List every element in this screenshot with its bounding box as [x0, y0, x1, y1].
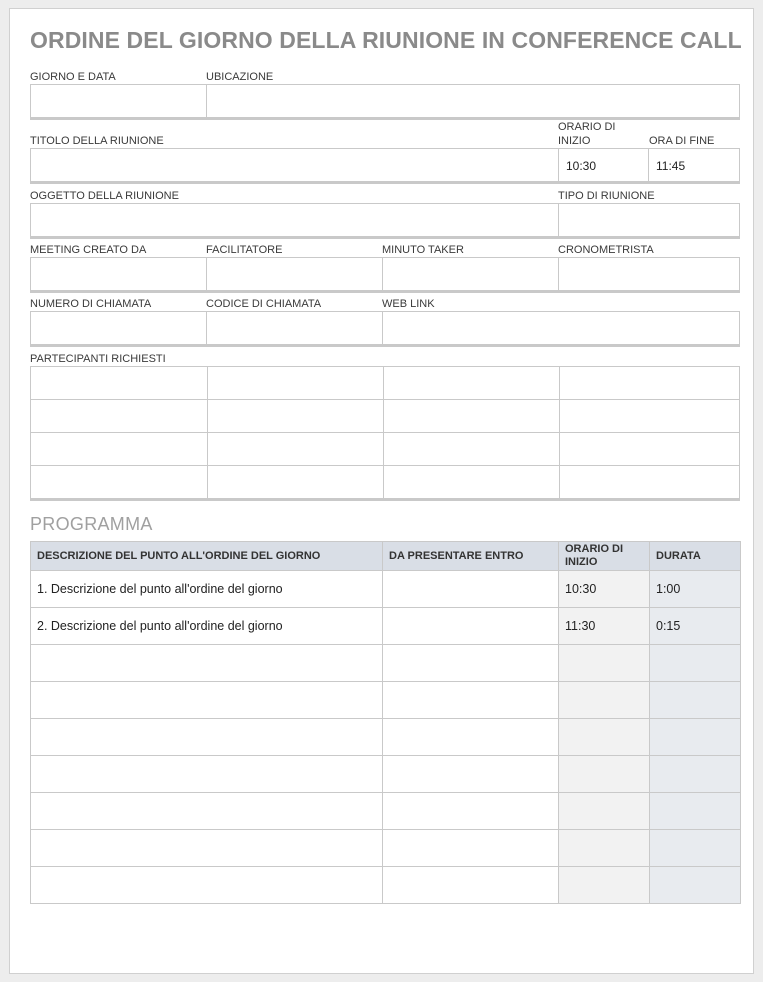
cell-orario[interactable] [559, 645, 650, 682]
label-orario-inizio-1: ORARIO DI [558, 121, 616, 133]
table-row [31, 608, 741, 645]
cell-durata[interactable] [650, 645, 741, 682]
label-tipo: TIPO DI RIUNIONE [558, 190, 655, 202]
cell-descrizione[interactable] [31, 830, 383, 867]
cell-descrizione[interactable]: 2. Descrizione del punto all'ordine del giorno [31, 608, 383, 645]
label-orario-inizio-2: INIZIO [558, 135, 591, 147]
header-descrizione: DESCRIZIONE DEL PUNTO ALL'ORDINE DEL GIORNO [31, 542, 383, 571]
header-orario-line1: ORARIO DI [565, 543, 624, 555]
value-ora-fine: 11:45 [656, 159, 686, 173]
cell-orario[interactable]: 11:30 [559, 608, 650, 645]
label-numero-chiamata: NUMERO DI CHIAMATA [30, 298, 152, 310]
cell-orario[interactable]: 10:30 [559, 571, 650, 608]
cell-durata[interactable] [650, 682, 741, 719]
field-titolo[interactable] [31, 149, 559, 181]
cell-descrizione[interactable] [31, 867, 383, 904]
cell-durata[interactable]: 1:00 [650, 571, 741, 608]
grid-divider [559, 367, 560, 498]
label-facilitatore: FACILITATORE [206, 244, 283, 256]
table-row [31, 793, 741, 830]
cell-presentare[interactable] [383, 867, 559, 904]
cell-descrizione[interactable] [31, 645, 383, 682]
row-oggetto-tipo [30, 203, 740, 239]
cell-durata[interactable] [650, 867, 741, 904]
table-row [31, 719, 741, 756]
partecipanti-grid [30, 366, 740, 501]
field-web-link[interactable] [383, 312, 739, 344]
cell-presentare[interactable] [383, 682, 559, 719]
header-orario-line2: INIZIO [565, 556, 598, 568]
cell-durata[interactable] [650, 793, 741, 830]
cell-descrizione[interactable] [31, 756, 383, 793]
cell-presentare[interactable] [383, 830, 559, 867]
label-partecipanti: PARTECIPANTI RICHIESTI [30, 353, 166, 365]
cell-orario[interactable] [559, 682, 650, 719]
header-orario [559, 542, 650, 571]
row-ruoli [30, 257, 740, 293]
grid-divider [31, 465, 739, 466]
label-giorno-data: GIORNO E DATA [30, 71, 116, 83]
field-numero-chiamata[interactable] [31, 312, 207, 344]
cell-durata[interactable]: 0:15 [650, 608, 741, 645]
cell-orario[interactable] [559, 867, 650, 904]
header-presentare: DA PRESENTARE ENTRO [383, 542, 559, 571]
label-creato-da: MEETING CREATO DA [30, 244, 147, 256]
cell-durata[interactable] [650, 830, 741, 867]
table-row [31, 645, 741, 682]
cell-descrizione[interactable] [31, 719, 383, 756]
row-chiamata [30, 311, 740, 347]
table-header-row [31, 542, 741, 571]
row-giorno-ubicazione [30, 84, 740, 120]
label-minuto-taker: MINUTO TAKER [382, 244, 464, 256]
grid-divider [383, 367, 384, 498]
table-row [31, 867, 741, 904]
field-minuto-taker[interactable] [383, 258, 559, 290]
document-page [9, 8, 754, 974]
label-oggetto: OGGETTO DELLA RIUNIONE [30, 190, 179, 202]
cell-presentare[interactable] [383, 608, 559, 645]
cell-orario[interactable] [559, 830, 650, 867]
cell-presentare[interactable] [383, 645, 559, 682]
cell-descrizione[interactable] [31, 793, 383, 830]
field-orario-inizio[interactable] [559, 149, 649, 181]
row-titolo-orari [30, 148, 740, 184]
programma-table [30, 541, 741, 904]
table-row [31, 830, 741, 867]
field-tipo[interactable] [559, 204, 739, 236]
section-heading-programma: PROGRAMMA [30, 514, 153, 534]
grid-divider [207, 367, 208, 498]
table-row [31, 571, 741, 608]
field-oggetto[interactable] [31, 204, 559, 236]
cell-presentare[interactable] [383, 793, 559, 830]
label-titolo: TITOLO DELLA RIUNIONE [30, 135, 164, 147]
label-ora-fine: ORA DI FINE [649, 135, 715, 147]
field-giorno-data[interactable] [31, 85, 207, 117]
table-row [31, 682, 741, 719]
cell-orario[interactable] [559, 756, 650, 793]
cell-orario[interactable] [559, 719, 650, 756]
label-ubicazione: UBICAZIONE [206, 71, 274, 83]
field-codice-chiamata[interactable] [207, 312, 383, 344]
label-web-link: WEB LINK [382, 298, 435, 310]
cell-descrizione[interactable]: 1. Descrizione del punto all'ordine del giorno [31, 571, 383, 608]
page-title: ORDINE DEL GIORNO DELLA RIUNIONE IN CONFERENCE CALL [30, 27, 742, 53]
cell-durata[interactable] [650, 719, 741, 756]
label-cronometrista: CRONOMETRISTA [558, 244, 654, 256]
field-creato-da[interactable] [31, 258, 207, 290]
cell-orario[interactable] [559, 793, 650, 830]
grid-divider [31, 399, 739, 400]
table-row [31, 756, 741, 793]
field-cronometrista[interactable] [559, 258, 739, 290]
cell-presentare[interactable] [383, 571, 559, 608]
value-orario-inizio: 10:30 [566, 159, 597, 173]
cell-durata[interactable] [650, 756, 741, 793]
cell-presentare[interactable] [383, 719, 559, 756]
cell-descrizione[interactable] [31, 682, 383, 719]
field-facilitatore[interactable] [207, 258, 383, 290]
label-codice-chiamata: CODICE DI CHIAMATA [206, 298, 322, 310]
cell-presentare[interactable] [383, 756, 559, 793]
grid-divider [31, 432, 739, 433]
field-ora-fine[interactable] [649, 149, 739, 181]
field-ubicazione[interactable] [207, 85, 739, 117]
header-durata: DURATA [650, 542, 741, 571]
